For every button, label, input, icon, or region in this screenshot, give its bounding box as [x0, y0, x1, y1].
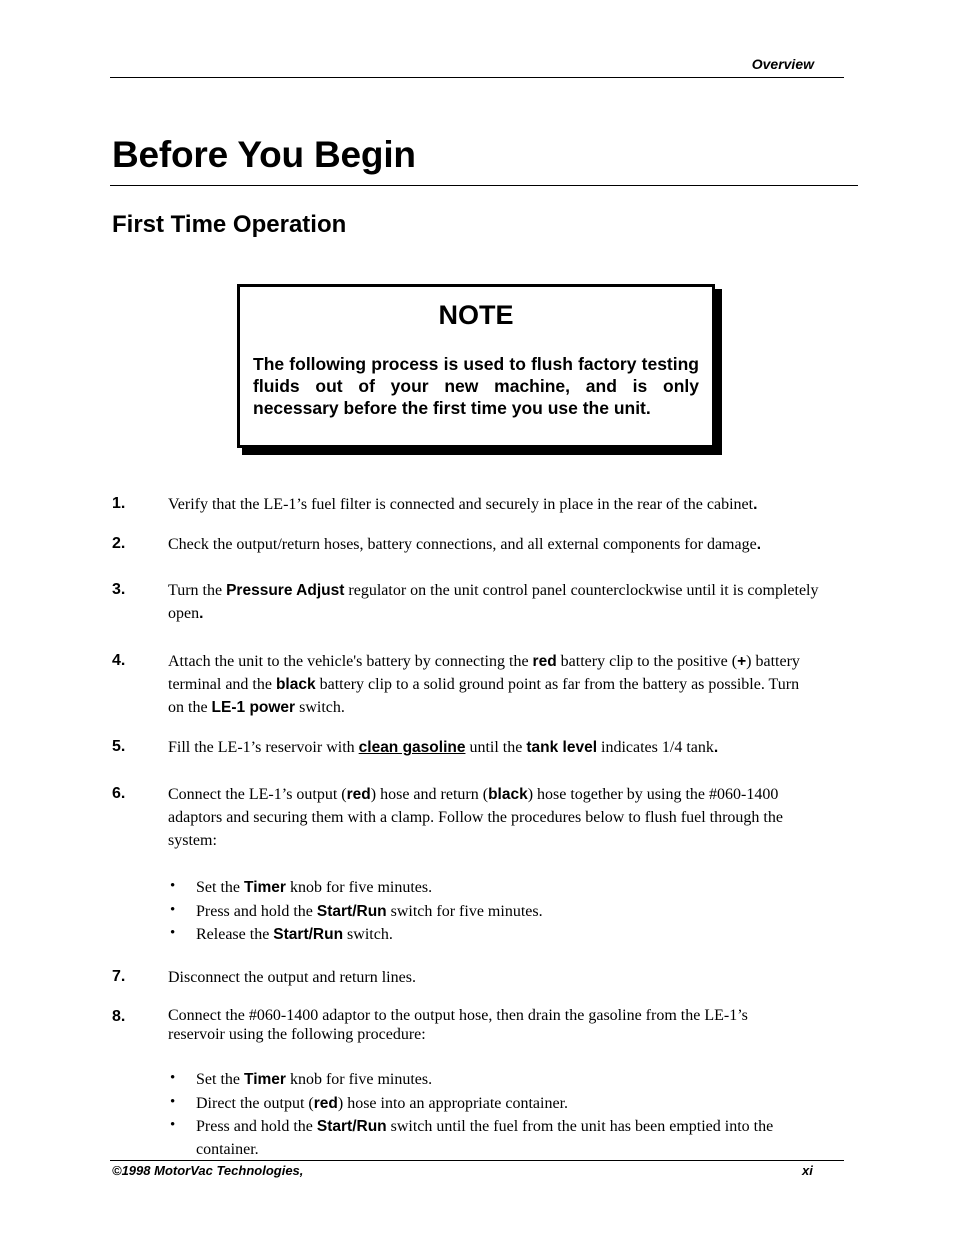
note-body: The following process is used to flush factory testing fluids out of your new machine, and is only necessary before the first time you use the unit. — [253, 354, 699, 418]
step-text: Connect the LE-1’s output (red) hose and return (black) hose together by using the #060-1400 adaptors and securing them with a clamp. Follow the procedures below to flush fuel through the system: — [168, 786, 783, 849]
bullet-glyph: • — [170, 1094, 176, 1110]
bullet-glyph: • — [170, 925, 176, 941]
footer-copyright: ©1998 MotorVac Technologies, — [112, 1163, 304, 1178]
step-number: 8. — [112, 1008, 126, 1025]
bullet-glyph: • — [170, 1117, 176, 1133]
step-text: Attach the unit to the vehicle's battery by connecting the red battery clip to the positive (+) battery terminal and the black battery clip to a solid ground point as far from the battery as possible. Turn on the LE-1 power switch. — [168, 653, 800, 716]
note-title: NOTE — [438, 300, 514, 330]
header-rule — [110, 77, 844, 78]
bullet-item: Direct the output (red) hose into an appropriate container. — [196, 1095, 569, 1112]
step-number: 6. — [112, 785, 126, 802]
bullet-glyph: • — [170, 902, 176, 918]
step-number: 2. — [112, 535, 126, 552]
bullet-glyph: • — [170, 878, 176, 894]
page-title: Before You Begin — [112, 134, 416, 175]
footer-rule — [110, 1160, 844, 1161]
running-header: Overview — [751, 56, 814, 72]
step-text: Verify that the LE-1’s fuel filter is connected and securely in place in the rear of the cabinet. — [168, 496, 758, 513]
step-number: 5. — [112, 738, 126, 755]
step-number: 4. — [112, 652, 126, 669]
bullet-item: Set the Timer knob for five minutes. — [196, 879, 433, 896]
bullet-item: Press and hold the Start/Run switch for five minutes. — [196, 903, 543, 920]
step-text: Turn the Pressure Adjust regulator on the unit control panel counterclockwise until it is completely open. — [168, 582, 819, 622]
bullet-item: Release the Start/Run switch. — [196, 926, 393, 943]
step-number: 7. — [112, 968, 126, 985]
step-text: Check the output/return hoses, battery connections, and all external components for damage. — [168, 536, 762, 553]
note-box — [237, 284, 715, 448]
step-text: Disconnect the output and return lines. — [168, 969, 416, 986]
bullet-item: Press and hold the Start/Run switch until the fuel from the unit has been emptied into the container. — [196, 1118, 774, 1158]
bullet-item: Set the Timer knob for five minutes. — [196, 1071, 433, 1088]
step-text: Connect the #060-1400 adaptor to the output hose, then drain the gasoline from the LE-1’s reservoir using the following procedure: — [168, 1007, 748, 1043]
footer-page-number: xi — [802, 1163, 813, 1178]
section-title: First Time Operation — [112, 211, 347, 238]
step-text: Fill the LE-1’s reservoir with clean gasoline until the tank level indicates 1/4 tank. — [168, 739, 719, 756]
bullet-glyph: • — [170, 1070, 176, 1086]
step-number: 3. — [112, 581, 126, 598]
step-number: 1. — [112, 495, 126, 512]
title-rule — [110, 185, 858, 186]
